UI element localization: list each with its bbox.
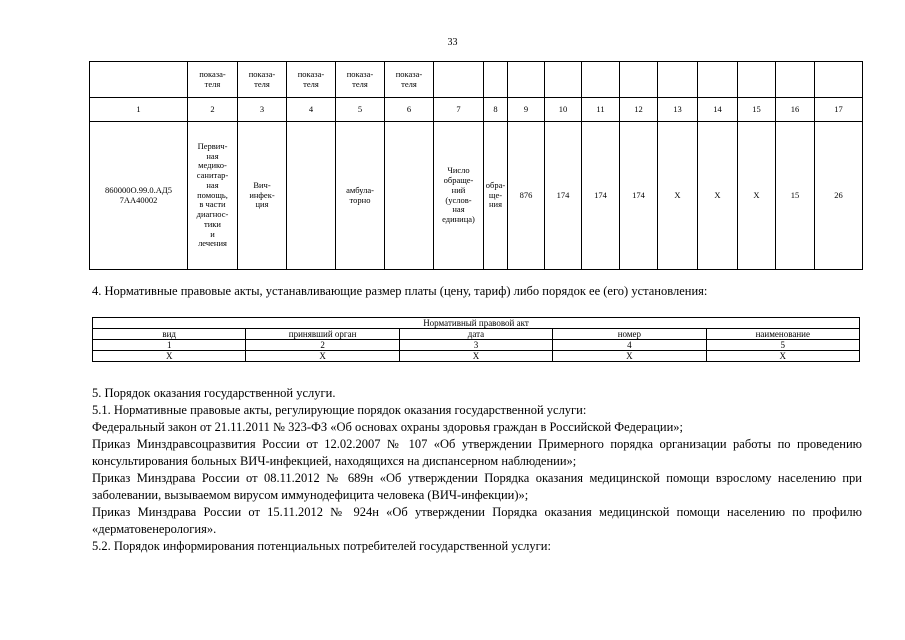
data-cell: 174 [620,122,658,270]
header-cell: показа- теля [287,62,336,98]
header-cell [620,62,658,98]
column-number: 7 [434,98,484,122]
header-cell: показа- теля [188,62,238,98]
law-paragraph: Федеральный закон от 21.11.2011 № 323-ФЗ «Об основах охраны здоровья граждан в Российской Федерации»; [92,420,684,434]
table-cell: X [399,351,552,362]
column-number: 16 [776,98,815,122]
data-cell [287,122,336,270]
header-cell [90,62,188,98]
table-cell: X [93,351,246,362]
column-number: 3 [238,98,287,122]
header-cell [658,62,698,98]
column-header: вид [93,329,246,340]
column-number: 15 [738,98,776,122]
section-5-1-title: 5.1. Нормативные правовые акты, регулирующие порядок оказания государственной услуги: [92,403,587,417]
data-cell: 876 [508,122,545,270]
data-cell: 174 [582,122,620,270]
header-cell [815,62,863,98]
header-cell [484,62,508,98]
column-number: 8 [484,98,508,122]
column-number: 2 [246,340,399,351]
header-cell [582,62,620,98]
law-paragraph: Приказ Минздравсоцразвития России от 12.02.2007 № 107 «Об утверждении Примерного порядка организации работы по проведению консультирования больных ВИЧ-инфекцией, находящихся на диспансерном наблюдении»; [92,437,862,468]
table-cell: X [706,351,859,362]
number-row [90,98,863,122]
column-number: 1 [90,98,188,122]
table-cell: X [246,351,399,362]
data-cell: Вич- инфек- ция [238,122,287,270]
law-paragraph: Приказ Минздрава России от 15.11.2012 № 924н «Об утверждении Порядка оказания медицинской помощи населению по профилю «дерматовенерология». [92,505,862,536]
table-title-row [93,318,860,329]
header-cell [698,62,738,98]
column-header: принявший орган [246,329,399,340]
column-number: 5 [336,98,385,122]
data-cell [385,122,434,270]
column-number: 11 [582,98,620,122]
data-cell: Первич- ная медико- санитар- ная помощь, в части диагнос- тики и лечения [188,122,238,270]
column-number: 4 [287,98,336,122]
table-header-row [93,329,860,340]
header-cell [738,62,776,98]
header-row [90,62,863,98]
law-paragraph: Приказ Минздрава России от 08.11.2012 № 689н «Об утверждении Порядка оказания медицинской помощи взрослому населению при заболевании, вызываемом вирусом иммунодефицита человека (ВИЧ-инфекции)»; [92,471,862,502]
column-number: 12 [620,98,658,122]
data-cell: 15 [776,122,815,270]
table-number-row [93,340,860,351]
column-number: 6 [385,98,434,122]
column-number: 10 [545,98,582,122]
column-number: 4 [553,340,706,351]
table-cell: X [553,351,706,362]
column-number: 13 [658,98,698,122]
table-row [93,351,860,362]
column-number: 9 [508,98,545,122]
registry-code-cell: 860000О.99.0.АД5 7АА40002 [90,122,188,270]
column-number: 2 [188,98,238,122]
header-cell: показа- теля [385,62,434,98]
data-cell: обра- ще- ния [484,122,508,270]
section-5-title: 5. Порядок оказания государственной услуги. [92,386,336,400]
data-cell: 174 [545,122,582,270]
data-cell: X [658,122,698,270]
column-number: 14 [698,98,738,122]
data-cell: 26 [815,122,863,270]
header-cell [545,62,582,98]
header-cell: показа- теля [336,62,385,98]
column-number: 5 [706,340,859,351]
header-cell [776,62,815,98]
header-cell: показа- теля [238,62,287,98]
column-number: 1 [93,340,246,351]
data-cell: X [738,122,776,270]
column-number: 17 [815,98,863,122]
data-cell: амбула- торно [336,122,385,270]
indicator-table [89,61,863,270]
table-title: Нормативный правовой акт [93,318,860,329]
table-row [90,122,863,270]
section-4-title: 4. Нормативные правовые акты, устанавливающие размер платы (цену, тариф) либо порядок ее (его) установления: [92,284,708,298]
section-5-2-title: 5.2. Порядок информирования потенциальных потребителей государственной услуги: [92,539,551,553]
data-cell: Число обраще- ний (услов- ная единица) [434,122,484,270]
column-header: номер [553,329,706,340]
column-header: дата [399,329,552,340]
page-number: 33 [447,37,458,48]
data-cell: X [698,122,738,270]
header-cell [434,62,484,98]
column-number: 3 [399,340,552,351]
legal-acts-table [92,317,860,362]
column-header: наименование [706,329,859,340]
header-cell [508,62,545,98]
